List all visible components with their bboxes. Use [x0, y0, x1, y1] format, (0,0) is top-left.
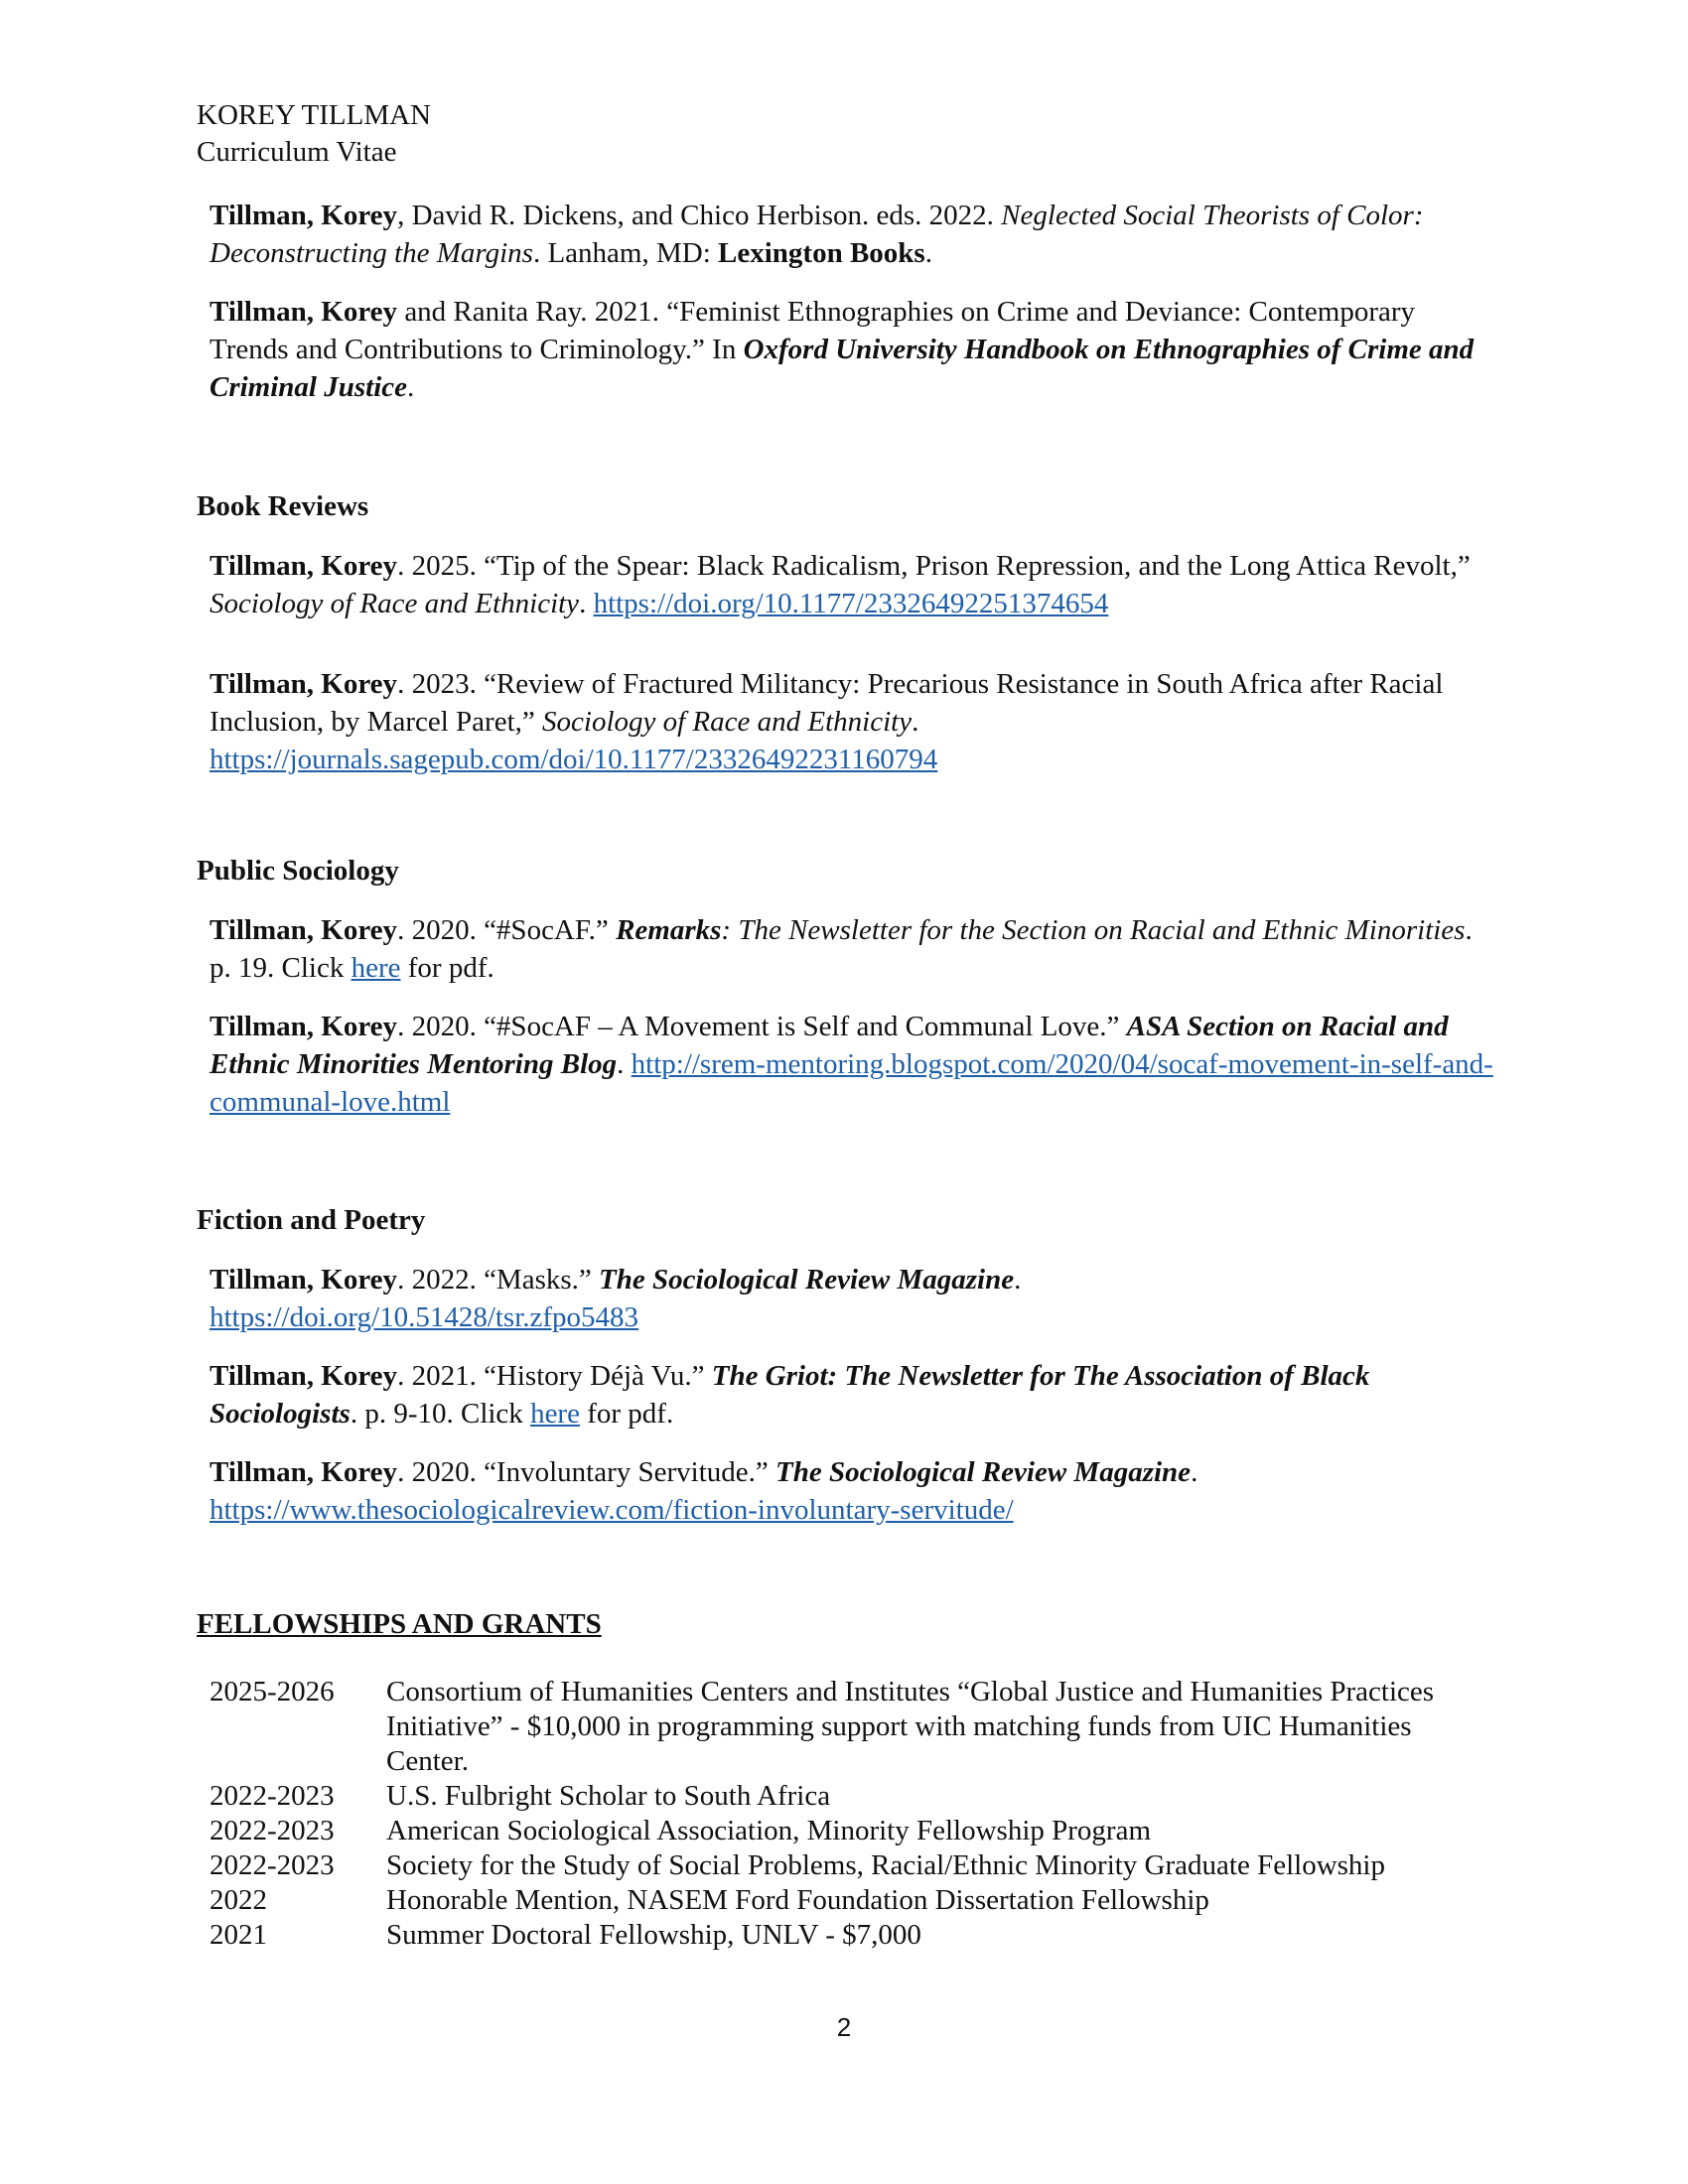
doi-link[interactable]: https://doi.org/10.1177/23326492251374654	[593, 588, 1109, 619]
publisher-name: Lexington Books	[718, 237, 925, 269]
grant-year: 2025-2026	[210, 1676, 335, 1707]
doi-link[interactable]: https://doi.org/10.51428/tsr.zfpo5483	[210, 1301, 639, 1333]
entry-text: . 2021. “History Déjà Vu.”	[397, 1360, 712, 1392]
fellowships-list	[210, 1675, 1469, 1953]
entry-text: , David R. Dickens, and Chico Herbison. eds. 2022.	[397, 200, 1002, 231]
author-name: Tillman, Korey	[210, 668, 398, 700]
handbook-title: Oxford University Handbook on Ethnographies of Crime and Criminal Justice	[210, 334, 1475, 403]
entry-text: . 2023. “Review of Fractured Militancy: Precarious Resistance in South Africa after Racial Inclusion, by Marcel Paret,”	[210, 668, 1444, 738]
pdf-link[interactable]: here	[351, 952, 401, 984]
entry-text: . 2020. “#SocAF.”	[397, 914, 617, 946]
author-name: Tillman, Korey	[210, 296, 398, 328]
entry-text: .	[1014, 1264, 1022, 1296]
entry-text: . p. 9-10. Click	[350, 1398, 531, 1430]
grant-year: 2021	[210, 1919, 267, 1951]
header-subtitle: Curriculum Vitae	[197, 136, 397, 168]
grant-year: 2022-2023	[210, 1849, 335, 1881]
grant-description: Society for the Study of Social Problems, Racial/Ethnic Minority Graduate Fellowship	[386, 1849, 1385, 1881]
author-name: Tillman, Korey	[210, 1456, 398, 1488]
author-name: Tillman, Korey	[210, 1011, 398, 1042]
entry-text: .	[924, 237, 932, 269]
grant-year: 2022-2023	[210, 1815, 335, 1846]
grant-year: 2022-2023	[210, 1780, 335, 1812]
entry-text: . p. 19. Click	[210, 914, 1473, 984]
list-item	[210, 1779, 1469, 1814]
fiction-entry	[210, 1261, 1500, 1336]
page-number: 2	[836, 2012, 852, 2042]
magazine-link[interactable]: https://www.thesociologicalreview.com/fiction-involuntary-servitude/	[210, 1494, 1014, 1526]
grant-year: 2022	[210, 1884, 267, 1916]
publication-entry	[210, 197, 1500, 272]
book-review-entry	[210, 547, 1500, 622]
page-header	[197, 97, 431, 171]
venue-title: The Griot: The Newsletter for The Association of Black Sociologists	[210, 1360, 1370, 1430]
grant-description: U.S. Fulbright Scholar to South Africa	[386, 1780, 831, 1812]
entry-text: .	[579, 588, 594, 619]
entry-text: .	[1191, 1456, 1198, 1488]
fiction-entry	[210, 1357, 1500, 1433]
header-name: KOREY TILLMAN	[197, 99, 432, 131]
publication-entry	[210, 293, 1500, 406]
venue-title: The Sociological Review Magazine	[775, 1456, 1192, 1488]
list-item	[210, 1814, 1469, 1848]
entry-text: . 2020. “#SocAF – A Movement is Self and Communal Love.”	[397, 1011, 1127, 1042]
entry-text: . 2025. “Tip of the Spear: Black Radicalism, Prison Repression, and the Long Attica Revolt,”	[397, 550, 1471, 582]
grant-description: Honorable Mention, NASEM Ford Foundation Dissertation Fellowship	[386, 1884, 1209, 1916]
entry-text: . 2022. “Masks.”	[397, 1264, 600, 1296]
list-item	[210, 1848, 1469, 1883]
section-heading-fellowships: FELLOWSHIPS AND GRANTS	[197, 1608, 602, 1640]
venue-title: ASA Section on Racial and Ethnic Minorities Mentoring Blog	[210, 1011, 1449, 1080]
fiction-entry	[210, 1453, 1500, 1529]
list-item	[210, 1675, 1469, 1779]
entry-text: . 2020. “Involuntary Servitude.”	[397, 1456, 775, 1488]
grant-description: Summer Doctoral Fellowship, UNLV - $7,000	[386, 1919, 921, 1951]
public-sociology-entry	[210, 1008, 1500, 1121]
venue-title: The Sociological Review Magazine	[599, 1264, 1015, 1296]
entry-text: .	[617, 1048, 632, 1080]
section-heading-public-sociology: Public Sociology	[197, 855, 399, 887]
public-sociology-entry	[210, 911, 1500, 987]
grant-description: Consortium of Humanities Centers and Institutes “Global Justice and Humanities Practices Initiative” - $10,000 in programming support with matching funds from UIC Humanities Center.	[386, 1676, 1435, 1777]
entry-text: .	[912, 706, 919, 738]
author-name: Tillman, Korey	[210, 200, 398, 231]
book-title: Neglected Social Theorists of Color: Deconstructing the Margins	[210, 200, 1424, 269]
entry-text: for pdf.	[400, 952, 494, 984]
entry-text: . Lanham, MD:	[532, 237, 719, 269]
blog-link[interactable]: http://srem-mentoring.blogspot.com/2020/04/socaf-movement-in-self-and-communal-love.html	[210, 1048, 1493, 1118]
entry-text: .	[407, 371, 415, 403]
section-heading-book-reviews: Book Reviews	[197, 490, 369, 522]
author-name: Tillman, Korey	[210, 550, 398, 582]
author-name: Tillman, Korey	[210, 914, 398, 946]
list-item	[210, 1918, 1469, 1953]
entry-text: for pdf.	[579, 1398, 674, 1430]
author-name: Tillman, Korey	[210, 1264, 398, 1296]
doi-link[interactable]: https://journals.sagepub.com/doi/10.1177/23326492231160794	[210, 744, 938, 775]
book-review-entry	[210, 665, 1500, 778]
list-item	[210, 1883, 1469, 1918]
section-heading-fiction-poetry: Fiction and Poetry	[197, 1204, 426, 1236]
journal-title: Sociology of Race and Ethnicity	[210, 588, 580, 619]
venue-title: Remarks	[616, 914, 722, 946]
grant-description: American Sociological Association, Minority Fellowship Program	[386, 1815, 1152, 1846]
pdf-link[interactable]: here	[530, 1398, 580, 1430]
venue-subtitle: : The Newsletter for the Section on Racial and Ethnic Minorities	[721, 914, 1466, 946]
entry-text: and Ranita Ray. 2021. “Feminist Ethnographies on Crime and Deviance: Contemporary Trends and Contributions to Criminology.” In	[210, 296, 1416, 365]
author-name: Tillman, Korey	[210, 1360, 398, 1392]
journal-title: Sociology of Race and Ethnicity	[542, 706, 913, 738]
